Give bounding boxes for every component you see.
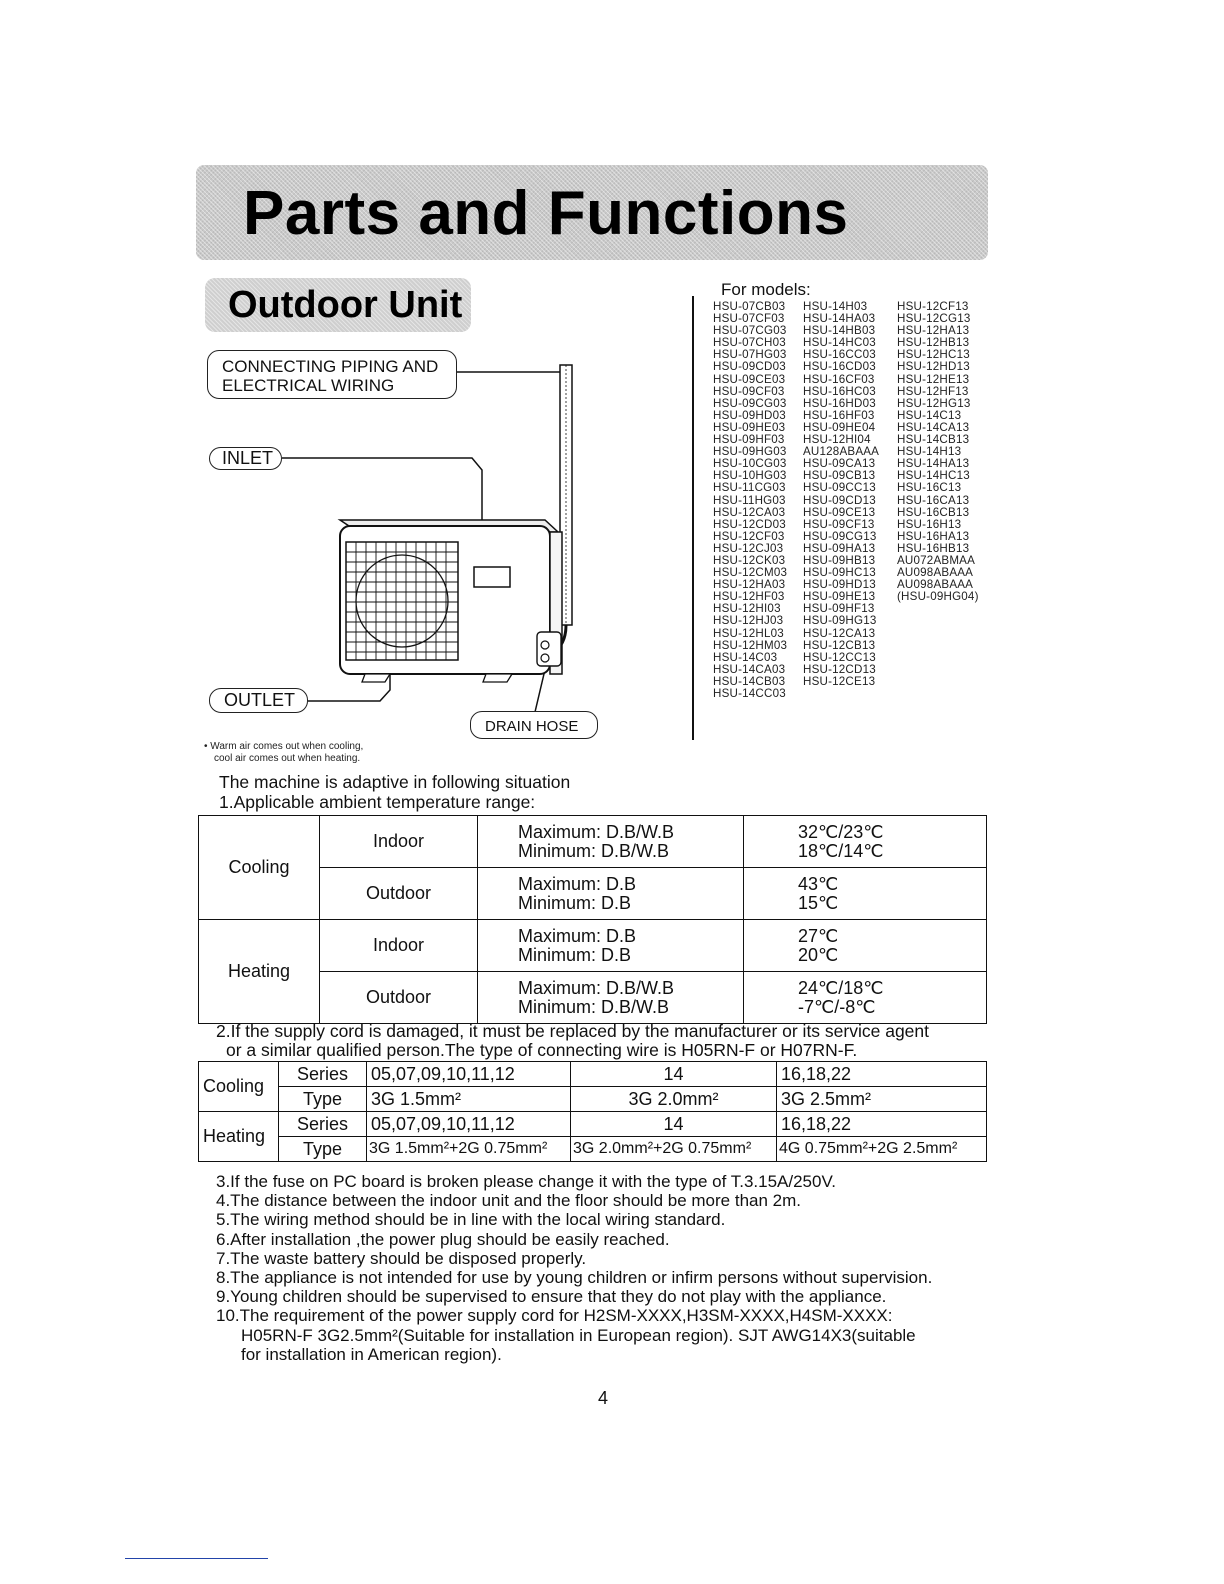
label-plate: [474, 567, 510, 587]
model-item: HSU-12HB13: [897, 336, 970, 350]
cooling-label: Cooling: [199, 816, 320, 920]
model-item: HSU-16HB13: [897, 541, 970, 555]
model-item: AU098ABAAA: [897, 566, 974, 580]
type-cell: 3G 1.5mm²: [367, 1087, 571, 1112]
list-item: 8.The appliance is not intended for use by young children or infirm persons without supervision.: [216, 1268, 933, 1288]
model-item: HSU-09HE04: [803, 420, 876, 434]
series-cell: 05,07,09,10,11,12: [367, 1062, 571, 1087]
model-item: HSU-09CD13: [803, 493, 876, 507]
model-item: HSU-09HE13: [803, 590, 876, 604]
model-item: HSU-16C13: [897, 481, 962, 495]
model-item: HSU-14H03: [803, 300, 868, 313]
range-value: 24℃/18℃: [798, 977, 884, 998]
range-label: Minimum: D.B: [518, 892, 632, 913]
range-value: 20℃: [798, 944, 839, 965]
model-item: AU098ABAAA: [897, 578, 974, 592]
series-cell: 05,07,09,10,11,12: [367, 1112, 571, 1137]
model-item: HSU-14CA13: [897, 420, 970, 434]
requirements-list: [216, 1172, 932, 1364]
type-cell: 4G 0.75mm²+2G 2.5mm²: [777, 1137, 987, 1162]
model-item: HSU-12HE13: [897, 372, 970, 386]
range-value: 18℃/14℃: [798, 840, 884, 861]
model-item: HSU-12HF13: [897, 384, 969, 398]
table-row: [199, 1087, 987, 1112]
model-item: HSU-09CD03: [713, 360, 786, 374]
model-item: HSU-11HG03: [713, 493, 786, 507]
model-item: HSU-12HI04: [803, 433, 871, 447]
model-item: HSU-10HG03: [713, 469, 787, 483]
model-item: HSU-09CE03: [713, 372, 786, 386]
temperature-table: [198, 815, 987, 1024]
model-item: (HSU-09HG04): [897, 590, 979, 604]
place-cell: Outdoor: [320, 868, 478, 920]
type-cell: 3G 1.5mm²+2G 0.75mm²: [367, 1137, 571, 1162]
model-item: HSU-07CG03: [713, 324, 787, 338]
series-cell: 16,18,22: [777, 1062, 987, 1087]
model-item: HSU-12CC13: [803, 650, 876, 664]
model-item: HSU-12CD13: [803, 662, 876, 676]
drain-hose-callout: [470, 711, 598, 739]
type-cell: 3G 2.0mm²+2G 0.75mm²: [571, 1137, 777, 1162]
place-cell: Indoor: [320, 920, 478, 972]
models-col3: [897, 301, 979, 603]
model-item: HSU-14HA13: [897, 457, 970, 471]
model-item: HSU-14HC03: [803, 336, 876, 350]
type-label: Type: [279, 1087, 367, 1112]
model-item: HSU-09CA13: [803, 457, 876, 471]
model-item: HSU-09CF03: [713, 384, 785, 398]
model-item: HSU-16CF03: [803, 372, 875, 386]
list-item: 9.Young children should be supervised to ensure that they do not play with the appliance.: [216, 1287, 887, 1307]
page-title: Parts and Functions: [243, 179, 849, 248]
model-item: HSU-12HF03: [713, 590, 785, 604]
models-heading: For models:: [721, 280, 811, 299]
model-item: HSU-12HI03: [713, 602, 781, 616]
note-line2: cool air comes out when heating.: [214, 753, 361, 764]
range-label: Minimum: D.B: [518, 944, 632, 965]
table-row: [199, 1137, 987, 1162]
model-item: HSU-14C13: [897, 408, 962, 422]
model-item: HSU-12HJ03: [713, 614, 784, 628]
model-item: HSU-07HG03: [713, 348, 787, 362]
range-label: Maximum: D.B: [518, 925, 637, 946]
inlet-callout: [209, 447, 282, 470]
model-item: HSU-12CE13: [803, 674, 876, 688]
supply-note-line1: 2.If the supply cord is damaged, it must be replaced by the manufacturer or its service agent: [216, 1021, 930, 1041]
model-item: HSU-09HF13: [803, 602, 875, 616]
model-item: HSU-12HM03: [713, 638, 788, 652]
wire-heating-label: Heating: [199, 1112, 279, 1162]
note-line1: Warm air comes out when cooling,: [210, 741, 364, 752]
model-item: HSU-09CE13: [803, 505, 876, 519]
model-item: HSU-09CG13: [803, 529, 877, 543]
heating-label: Heating: [199, 920, 320, 1024]
model-item: HSU-09HG13: [803, 614, 877, 628]
series-cell: 14: [571, 1112, 777, 1137]
model-item: HSU-12CK03: [713, 553, 786, 567]
list-item: for installation in American region).: [241, 1344, 502, 1364]
model-item: HSU-16CD03: [803, 360, 876, 374]
model-item: HSU-14CC03: [713, 687, 786, 700]
model-item: HSU-09HC13: [803, 566, 876, 580]
type-cell: 3G 2.0mm²: [571, 1087, 777, 1112]
model-item: HSU-12CM03: [713, 566, 788, 580]
type-label: Type: [279, 1137, 367, 1162]
model-item: HSU-09HD13: [803, 578, 876, 592]
range-value: 32℃/23℃: [798, 821, 884, 842]
model-item: HSU-12CB13: [803, 638, 876, 652]
list-item: H05RN-F 3G2.5mm²(Suitable for installation in European region). SJT AWG14X3(suitable: [241, 1325, 916, 1345]
model-item: AU072ABMAA: [897, 553, 976, 567]
model-item: HSU-16HD03: [803, 396, 876, 410]
model-item: HSU-07CB03: [713, 300, 786, 313]
model-item: HSU-09HE03: [713, 420, 786, 434]
model-item: HSU-14CA03: [713, 662, 786, 676]
model-item: HSU-14CB13: [897, 433, 970, 447]
range-value: 43℃: [798, 873, 839, 894]
model-item: HSU-09CG03: [713, 396, 787, 410]
model-item: HSU-14C03: [713, 650, 778, 664]
model-item: HSU-16HA13: [897, 529, 970, 543]
model-item: HSU-12CA13: [803, 626, 876, 640]
intro-line2: 1.Applicable ambient temperature range:: [219, 792, 536, 812]
model-item: HSU-12HA13: [897, 324, 970, 338]
list-item: 4.The distance between the indoor unit and the floor should be more than 2m.: [216, 1191, 801, 1211]
piping-callout: [207, 350, 457, 399]
range-label: Minimum: D.B/W.B: [518, 840, 670, 861]
range-label: Minimum: D.B/W.B: [518, 996, 670, 1017]
model-item: HSU-09HG03: [713, 445, 787, 459]
page-number: 4: [598, 1388, 609, 1408]
wire-table: [198, 1061, 987, 1162]
model-item: HSU-09HF03: [713, 433, 785, 447]
models-col1: [713, 301, 787, 700]
model-item: HSU-14H13: [897, 445, 962, 459]
model-item: HSU-09CF13: [803, 517, 875, 531]
piping-label-line2: ELECTRICAL WIRING: [222, 376, 395, 395]
model-item: HSU-09CC13: [803, 481, 876, 495]
place-cell: Outdoor: [320, 972, 478, 1024]
drain-hose-label: DRAIN HOSE: [485, 718, 579, 735]
model-item: HSU-14HB03: [803, 324, 876, 338]
model-item: AU128ABAAA: [803, 445, 880, 459]
inlet-label: INLET: [222, 448, 274, 468]
range-value: 27℃: [798, 925, 839, 946]
model-item: HSU-12HA03: [713, 578, 786, 592]
model-item: HSU-12CD03: [713, 517, 786, 531]
list-item: 10.The requirement of the power supply cord for H2SM-XXXX,H3SM-XXXX,H4SM-XXXX:: [216, 1306, 893, 1326]
series-cell: 16,18,22: [777, 1112, 987, 1137]
wire-cooling-label: Cooling: [199, 1062, 279, 1112]
models-col2: [803, 301, 879, 688]
model-item: HSU-09CB13: [803, 469, 876, 483]
model-item: HSU-07CH03: [713, 336, 786, 350]
model-item: HSU-12HC13: [897, 348, 970, 362]
piping-label-line1: CONNECTING PIPING AND: [222, 357, 439, 376]
model-item: HSU-12CF13: [897, 300, 969, 313]
range-value: -7℃/-8℃: [798, 996, 876, 1017]
range-value: 15℃: [798, 892, 839, 913]
outlet-callout: [209, 688, 308, 713]
model-item: HSU-12HD13: [897, 360, 970, 374]
model-item: HSU-16H13: [897, 517, 962, 531]
series-label: Series: [279, 1062, 367, 1087]
model-item: HSU-16CB13: [897, 505, 970, 519]
models-divider: [692, 296, 694, 740]
table-row: [199, 816, 987, 868]
model-item: HSU-09HA13: [803, 541, 876, 555]
type-cell: 3G 2.5mm²: [777, 1087, 987, 1112]
model-item: HSU-07CF03: [713, 312, 785, 326]
model-item: HSU-16HF03: [803, 408, 875, 422]
model-item: HSU-09HB13: [803, 553, 876, 567]
table-row: [199, 920, 987, 972]
model-item: HSU-14HA03: [803, 312, 876, 326]
range-label: Maximum: D.B/W.B: [518, 821, 675, 842]
series-label: Series: [279, 1112, 367, 1137]
model-item: HSU-16CA13: [897, 493, 970, 507]
model-item: HSU-12CA03: [713, 505, 786, 519]
section-title: Outdoor Unit: [228, 284, 463, 326]
list-item: 6.After installation ,the power plug should be easily reached.: [216, 1229, 670, 1249]
footer-rule: [125, 1558, 268, 1559]
place-cell: Indoor: [320, 816, 478, 868]
range-label: Maximum: D.B/W.B: [518, 977, 675, 998]
note-bullet: •: [204, 741, 208, 752]
model-item: HSU-12CG13: [897, 312, 971, 326]
table-row: [199, 1062, 987, 1087]
model-item: HSU-14CB03: [713, 674, 786, 688]
list-item: 3.If the fuse on PC board is broken please change it with the type of T.3.15A/250V.: [216, 1172, 836, 1191]
outlet-label: OUTLET: [224, 690, 296, 710]
intro-line1: The machine is adaptive in following situation: [219, 772, 571, 792]
supply-note-line2: or a similar qualified person.The type of connecting wire is H05RN-F or H07RN-F.: [226, 1040, 858, 1060]
model-item: HSU-16HC03: [803, 384, 876, 398]
range-label: Maximum: D.B: [518, 873, 637, 894]
airflow-note: [204, 741, 363, 765]
model-item: HSU-16CC03: [803, 348, 876, 362]
model-item: HSU-12CJ03: [713, 541, 784, 555]
model-item: HSU-11CG03: [713, 481, 786, 495]
model-item: HSU-10CG03: [713, 457, 787, 471]
model-item: HSU-09HD03: [713, 408, 786, 422]
table-row: [199, 1112, 987, 1137]
model-item: HSU-12HG13: [897, 396, 971, 410]
inlet-leader-line: [282, 458, 482, 520]
model-item: HSU-14HC13: [897, 469, 970, 483]
model-item: HSU-12CF03: [713, 529, 785, 543]
model-item: HSU-12HL03: [713, 626, 784, 640]
list-item: 5.The wiring method should be in line with the local wiring standard.: [216, 1210, 726, 1230]
series-cell: 14: [571, 1062, 777, 1087]
list-item: 7.The waste battery should be disposed properly.: [216, 1248, 587, 1268]
